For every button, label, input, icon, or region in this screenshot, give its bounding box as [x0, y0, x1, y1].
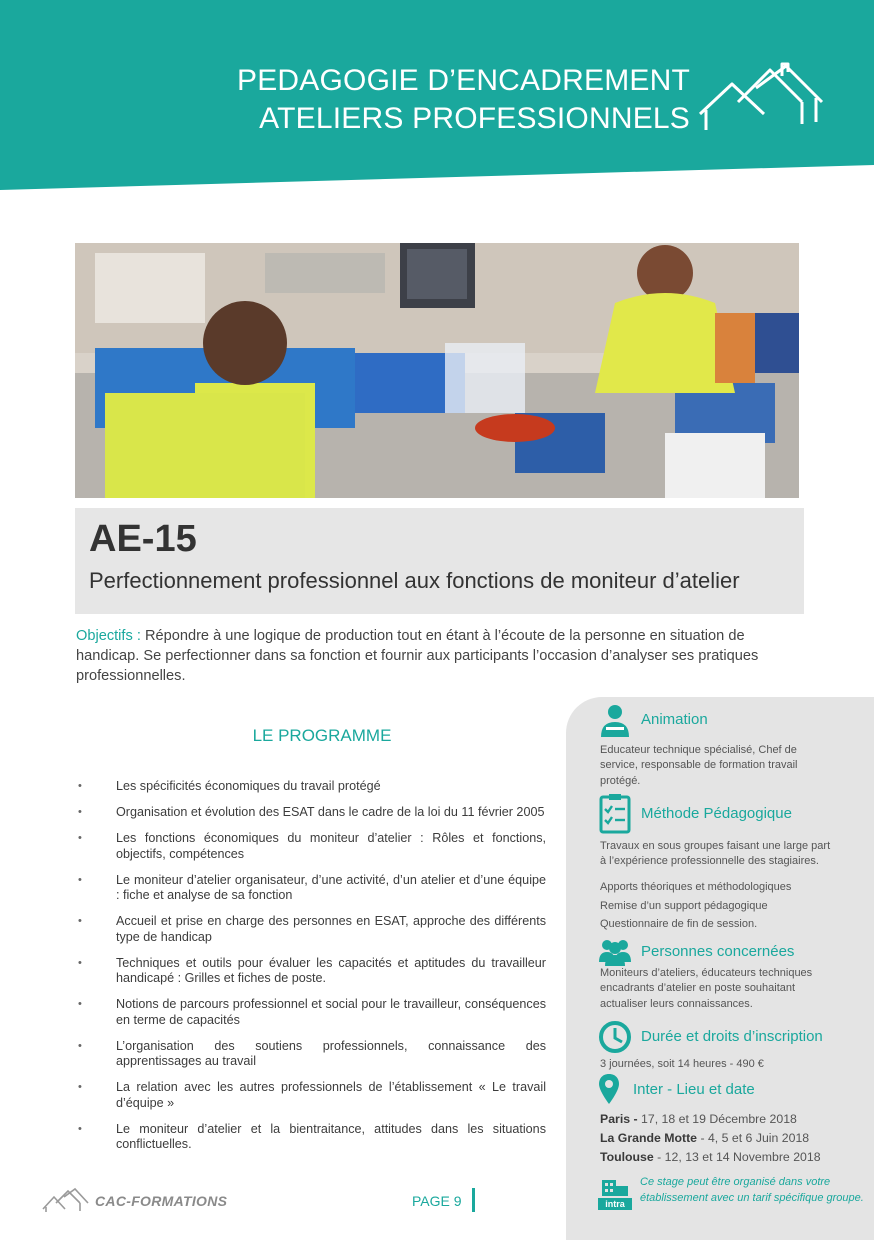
- page-number: PAGE 9: [412, 1193, 462, 1209]
- session-date-row: [600, 1148, 821, 1167]
- personnes-line: actualiser leurs connaissances.: [600, 997, 753, 1010]
- session-city: Toulouse: [600, 1149, 654, 1164]
- list-item: • La relation avec les autres professionnels de l’établissement « Le travail d’équipe »: [76, 1080, 546, 1111]
- intra-building-icon: [598, 1176, 632, 1210]
- session-dates: [600, 1110, 821, 1166]
- footer-houses-logo-icon: [42, 1187, 90, 1213]
- list-item: • Organisation et évolution des ESAT dans le cadre de la loi du 11 février 2005: [76, 805, 546, 821]
- objectives-label: Objectifs :: [76, 628, 141, 644]
- personnes-title: Personnes concernées: [641, 943, 795, 960]
- session-date-row: [600, 1129, 821, 1148]
- map-pin-icon: [598, 1073, 620, 1105]
- checklist-icon: [598, 794, 632, 834]
- title-line-1: PEDAGOGIE D’ENCADREMENT: [237, 64, 690, 97]
- clock-icon: [598, 1020, 632, 1054]
- programme-title: LE PROGRAMME: [252, 726, 392, 745]
- objectives-text: Répondre à une logique de production tout en étant à l’écoute de la personne en situation de handicap. Se perfectionner dans sa fonction et fournir aux participants l’occasion d’analyser ses pratiques professionnelles.: [76, 628, 759, 684]
- methode-line: Travaux en sous groupes faisant une large part: [600, 840, 831, 852]
- intra-badge-label: intra: [605, 1199, 625, 1209]
- animation-title: Animation: [641, 711, 708, 728]
- session-city: La Grande Motte: [600, 1130, 698, 1145]
- duree-text: 3 journées, soit 14 heures - 490 €: [600, 1058, 764, 1070]
- methode-line: Apports théoriques et méthodologiques: [600, 881, 792, 893]
- personnes-line: encadrants d’atelier en poste souhaitant: [600, 982, 796, 995]
- methode-text: [600, 839, 850, 870]
- title-line-2: ATELIERS PROFESSIONNELS: [259, 102, 690, 135]
- duree-title: Durée et droits d’inscription: [641, 1028, 823, 1045]
- list-item: • Les spécificités économiques du travail protégé: [76, 779, 546, 795]
- session-when: - 4, 5 et 6 Juin 2018: [697, 1130, 810, 1145]
- session-city: Paris -: [600, 1112, 638, 1126]
- houses-logo-icon: [698, 62, 826, 132]
- list-item: • Notions de parcours professionnel et social pour le travailleur, conséquences en terme de capacités: [76, 997, 546, 1028]
- programme-list: [76, 779, 546, 1163]
- animation-line: Educateur technique spécialisé, Chef de: [600, 744, 797, 756]
- trainer-icon: [598, 703, 632, 739]
- footer-brand: CAC-FORMATIONS: [95, 1193, 228, 1209]
- personnes-line: Moniteurs d’ateliers, éducateurs techniques: [600, 967, 813, 979]
- methode-title: Méthode Pédagogique: [641, 805, 792, 822]
- intra-note: Ce stage peut être organisé dans votre établissement avec un tarif spécifique groupe.: [640, 1176, 864, 1204]
- objectives-paragraph: [76, 626, 804, 686]
- group-icon: [598, 936, 632, 966]
- animation-text: [600, 743, 840, 789]
- list-item: • Le moniteur d’atelier organisateur, d’une activité, d’un atelier et d’une équipe : fiche et analyse de sa fonction: [76, 873, 546, 904]
- list-item: • Les fonctions économiques du moniteur d’atelier : Rôles et fonctions, objectifs, compétences: [76, 831, 546, 862]
- session-when: - 12, 13 et 14 Novembre 2018: [653, 1149, 821, 1164]
- session-when: 17, 18 et 19 Décembre 2018: [637, 1112, 797, 1126]
- course-title: Perfectionnement professionnel aux fonctions de moniteur d’atelier: [89, 568, 740, 593]
- methode-line: Questionnaire de fin de session.: [600, 918, 758, 930]
- list-item: • Le moniteur d’atelier et la bientraitance, attitudes dans les situations conflictuelles.: [76, 1122, 546, 1153]
- list-item: • L’organisation des soutiens professionnels, connaissance des apprentissages au travail: [76, 1039, 546, 1070]
- list-item: • Accueil et prise en charge des personnes en ESAT, approche des différents type de handicap: [76, 914, 546, 945]
- methode-line: Remise d’un support pédagogique: [600, 899, 768, 912]
- course-code: AE-15: [89, 518, 197, 560]
- footer-divider: [472, 1188, 475, 1212]
- workshop-photo: [75, 243, 799, 498]
- animation-line: protégé.: [600, 774, 641, 787]
- animation-line: service, responsable de formation travail: [600, 759, 798, 772]
- page-title: [237, 62, 690, 138]
- lieu-title: Inter - Lieu et date: [633, 1081, 755, 1098]
- course-title-box: [75, 508, 804, 614]
- methode-line: à l’expérience professionnelle des stagiaires.: [600, 855, 819, 868]
- session-date-row: [600, 1110, 821, 1129]
- personnes-text: [600, 966, 840, 1012]
- methode-text-2: [600, 878, 840, 934]
- list-item: • Techniques et outils pour évaluer les capacités et aptitudes du travailleur handicapé : Grilles et fiches de poste.: [76, 956, 546, 987]
